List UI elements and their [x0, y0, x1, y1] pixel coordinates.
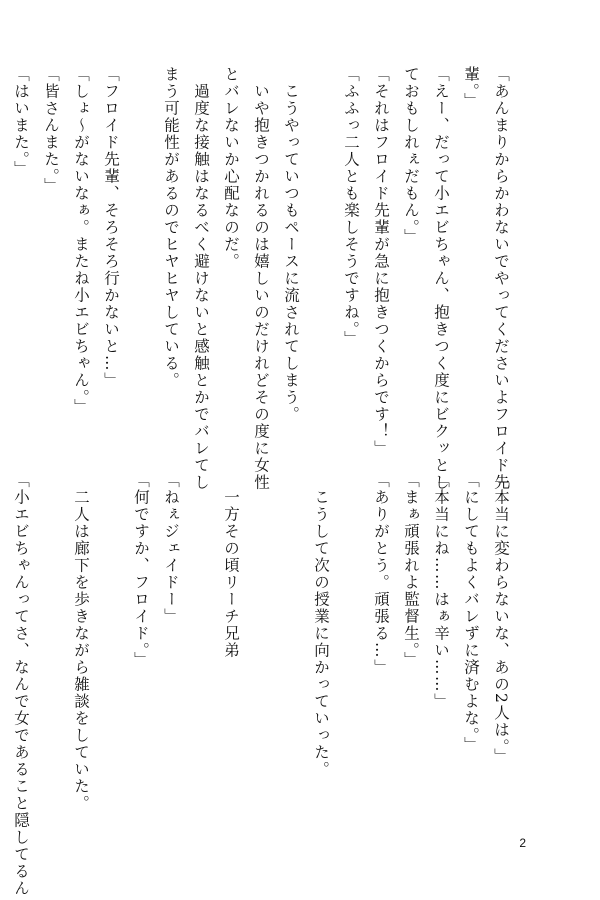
- text-column: [306, 66, 336, 446]
- text-column: 「皆さんまた。」: [42, 66, 60, 195]
- text-column: 「まぁ頑張れよ監督生。」: [402, 472, 420, 669]
- text-column: 「あんまりからかわないでやってくださいよフロイド先: [492, 66, 510, 491]
- text-column: 輩。」: [462, 66, 480, 110]
- text-column: 「えー、だって小エビちゃん、抱きつく度にビクッとし: [432, 66, 450, 491]
- text-column: [186, 472, 216, 852]
- text-column: 過度な接触はなるべく避けないと感触とかでバレてし: [192, 66, 210, 491]
- text-column: 一方その頃リーチ兄弟: [222, 472, 240, 659]
- text-column: とバレないか心配なのだ。: [222, 66, 240, 270]
- text-column: 「小エビちゃんってさ、なんで女であること隠してるん: [12, 472, 30, 897]
- text-column: [276, 472, 306, 852]
- text-column: こうして次の授業に向かっていった。: [312, 472, 330, 778]
- text-column: [336, 472, 366, 852]
- text-column: 「ふふっ二人とも楽しそうですね。」: [342, 66, 360, 348]
- text-column: [96, 472, 126, 852]
- text-column: 「はいまた。」: [12, 66, 30, 178]
- text-column: 「フロイド先輩、そろそろ行かないと…」: [102, 66, 120, 389]
- text-column: まう可能性があるのでヒヤヒヤしている。: [162, 66, 180, 389]
- text-column: 「それはフロイド先輩が急に抱きつくからです！」: [372, 66, 390, 457]
- text-column: 「ありがとう。頑張る…」: [372, 472, 390, 676]
- text-column: 「何ですか、フロイド。」: [132, 472, 150, 669]
- text-column: 二人は廊下を歩きながら雑談をしていた。: [72, 472, 90, 812]
- text-column: [36, 472, 66, 852]
- text-column: 「ねぇジェイドー」: [162, 472, 180, 625]
- text-column: ておもしれぇだもん。」: [402, 66, 420, 246]
- text-column: [126, 66, 156, 446]
- text-column: 「しょ～がないなぁ。またね小エビちゃん。」: [72, 66, 90, 416]
- page-number: 2: [519, 836, 526, 850]
- text-column: こうやっていつもペースに流されてしまう。: [282, 66, 300, 423]
- text-column: 「本当に変わらないな、あの2人は。」: [492, 472, 510, 765]
- text-column: 「本当にね……はぁ辛い……」: [432, 472, 450, 710]
- text-column: 「にしてもよくバレずに済むよな。」: [462, 472, 480, 754]
- upper-text-block: [0, 66, 516, 491]
- lower-text-block: [0, 472, 516, 897]
- text-column: [246, 472, 276, 852]
- text-column: いや抱きつかれるのは嬉しいのだけれどその度に女性: [252, 66, 270, 491]
